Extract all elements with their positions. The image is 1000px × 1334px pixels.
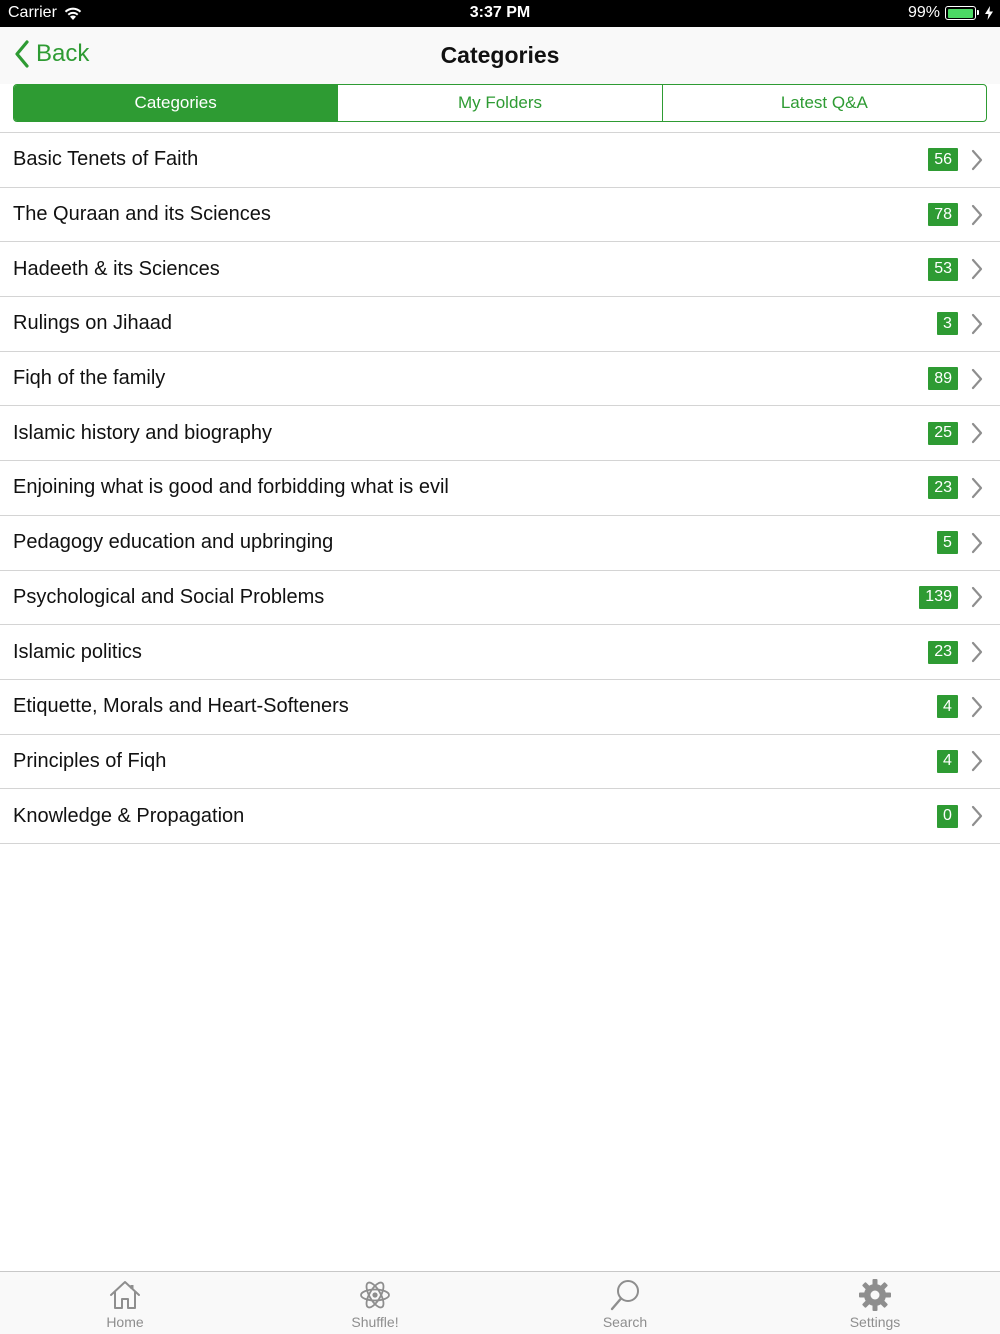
- category-title: Islamic politics: [13, 640, 142, 663]
- category-title: Etiquette, Morals and Heart-Softeners: [13, 695, 349, 718]
- battery-percent: 99%: [907, 4, 940, 21]
- status-bar: [0, 0, 1000, 27]
- segmented-control: [13, 84, 987, 122]
- category-title: Hadeeth & its Sciences: [13, 257, 220, 280]
- chevron-right-icon: [970, 641, 984, 663]
- category-list: [0, 132, 1000, 844]
- chevron-right-icon: [970, 422, 984, 444]
- count-badge: 78: [928, 203, 958, 226]
- count-badge: 23: [928, 641, 958, 664]
- back-label: Back: [36, 40, 90, 67]
- count-badge: 139: [919, 586, 958, 609]
- page-title: Categories: [440, 42, 560, 68]
- chevron-right-icon: [970, 258, 984, 280]
- category-row[interactable]: [0, 625, 1000, 680]
- count-badge: 53: [928, 258, 958, 281]
- gear-icon: [858, 1278, 892, 1312]
- category-title: Psychological and Social Problems: [13, 585, 325, 608]
- category-title: Knowledge & Propagation: [13, 804, 245, 827]
- category-row[interactable]: [0, 461, 1000, 516]
- carrier-label: Carrier: [8, 4, 57, 21]
- category-title: The Quraan and its Sciences: [13, 203, 271, 226]
- segment-categories[interactable]: Categories: [14, 85, 337, 121]
- segment-latest-qa[interactable]: Latest Q&A: [662, 85, 986, 121]
- chevron-right-icon: [970, 313, 984, 335]
- tab-home-label: Home: [106, 1314, 144, 1330]
- category-row[interactable]: [0, 406, 1000, 461]
- tab-shuffle-label: Shuffle!: [351, 1314, 399, 1330]
- chevron-right-icon: [970, 477, 984, 499]
- count-badge: 3: [937, 312, 958, 335]
- back-button[interactable]: [14, 40, 89, 68]
- category-title: Principles of Fiqh: [13, 749, 167, 772]
- tab-settings[interactable]: [750, 1272, 1000, 1334]
- chevron-right-icon: [970, 368, 984, 390]
- count-badge: 5: [937, 531, 958, 554]
- category-title: Fiqh of the family: [13, 367, 166, 390]
- chevron-left-icon: [14, 40, 30, 68]
- category-row[interactable]: [0, 735, 1000, 790]
- category-title: Basic Tenets of Faith: [13, 148, 199, 171]
- battery-group: [908, 4, 994, 22]
- segment-my-folders[interactable]: My Folders: [337, 85, 661, 121]
- category-row[interactable]: [0, 297, 1000, 352]
- tab-settings-label: Settings: [849, 1314, 901, 1330]
- search-icon: [608, 1278, 642, 1312]
- count-badge: 89: [928, 367, 958, 390]
- category-row[interactable]: [0, 188, 1000, 243]
- count-badge: 25: [928, 422, 958, 445]
- chevron-right-icon: [970, 750, 984, 772]
- category-title: Rulings on Jihaad: [13, 312, 172, 335]
- charging-bolt-icon: [984, 6, 994, 20]
- category-row[interactable]: [0, 352, 1000, 407]
- chevron-right-icon: [970, 696, 984, 718]
- tab-search-label: Search: [602, 1314, 648, 1330]
- count-badge: 4: [937, 750, 958, 773]
- category-title: Enjoining what is good and forbidding what is evil: [13, 476, 449, 499]
- category-row[interactable]: [0, 571, 1000, 626]
- tab-shuffle[interactable]: [250, 1272, 500, 1334]
- count-badge: 56: [928, 148, 958, 171]
- chevron-right-icon: [970, 586, 984, 608]
- category-row[interactable]: [0, 242, 1000, 297]
- count-badge: 23: [928, 476, 958, 499]
- count-badge: 0: [937, 805, 958, 828]
- category-row[interactable]: [0, 789, 1000, 844]
- chevron-right-icon: [970, 204, 984, 226]
- home-icon: [108, 1278, 142, 1312]
- category-title: Pedagogy education and upbringing: [13, 531, 334, 554]
- category-row[interactable]: [0, 516, 1000, 571]
- atom-icon: [358, 1278, 392, 1312]
- category-row[interactable]: [0, 133, 1000, 188]
- battery-icon: [945, 6, 976, 20]
- count-badge: 4: [937, 695, 958, 718]
- tab-search[interactable]: [500, 1272, 750, 1334]
- tab-home[interactable]: [0, 1272, 250, 1334]
- chevron-right-icon: [970, 532, 984, 554]
- tab-bar: [0, 1271, 1000, 1334]
- navigation-bar: [0, 27, 1000, 84]
- chevron-right-icon: [970, 149, 984, 171]
- category-title: Islamic history and biography: [13, 421, 273, 444]
- category-row[interactable]: [0, 680, 1000, 735]
- chevron-right-icon: [970, 805, 984, 827]
- status-time: 3:37 PM: [469, 4, 531, 21]
